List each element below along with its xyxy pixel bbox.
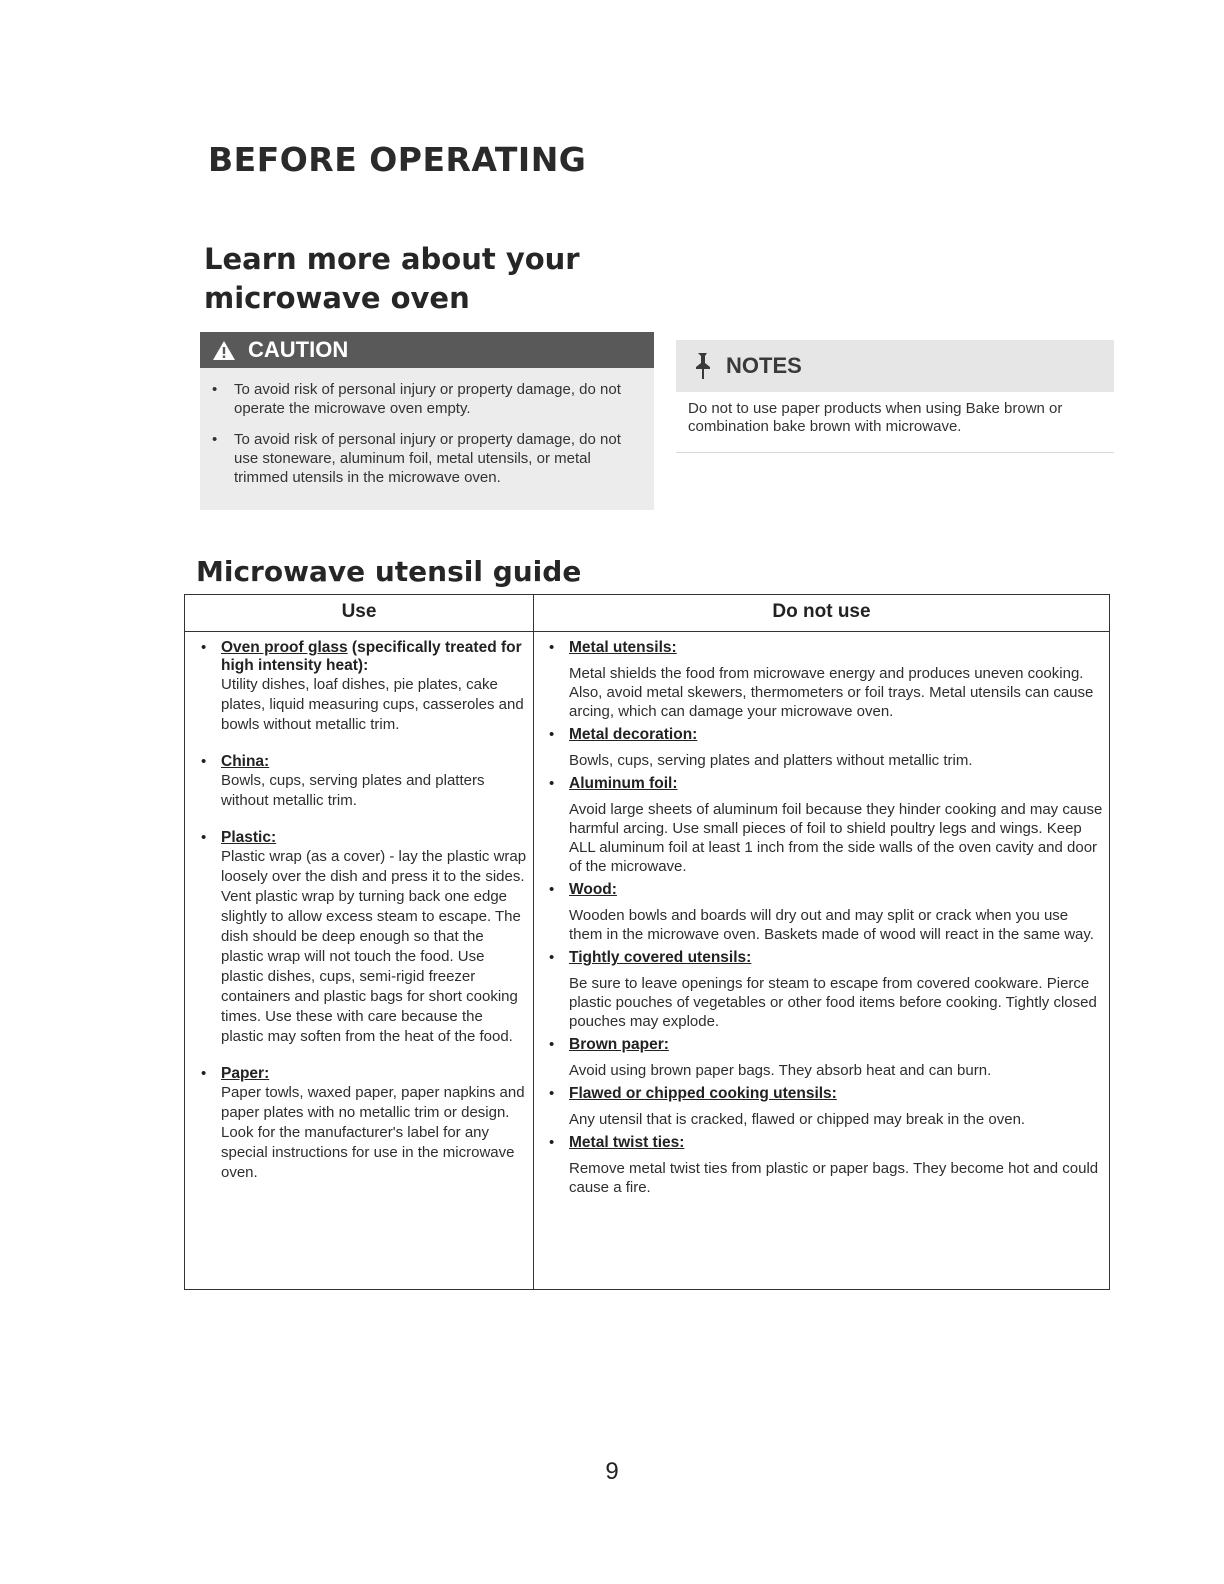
item-description: Bowls, cups, serving plates and platters without metallic trim. (569, 752, 973, 769)
donot-column (547, 639, 1103, 1202)
caution-list (200, 368, 654, 487)
caution-box (200, 332, 654, 510)
item-description: Avoid large sheets of aluminum foil because they hinder cooking and may cause harmful arcing. Use small pieces of foil to shield poultry legs and wings. Keep ALL aluminum foil at least 1 inch from the side walls of the oven cavity and door of the microwave. (569, 801, 1103, 875)
item-description: Remove metal twist ties from plastic or paper bags. They become hot and could cause a fire. (569, 1160, 1099, 1196)
item-description: Metal shields the food from microwave energy and produces uneven cooking. Also, avoid metal skewers, thermometers or foil trays. Metal utensils can cause arcing, which can damage your microwave oven. (569, 665, 1094, 720)
item-description: Bowls, cups, serving plates and platters without metallic trim. (221, 772, 485, 809)
warning-icon (212, 340, 236, 361)
item-title: Plastic: (221, 829, 277, 846)
item-title: Metal decoration: (569, 726, 698, 743)
notes-text: Do not to use paper products when using Bake brown or combination bake brown with microwave. (688, 400, 1063, 435)
donot-item-flawed-utensils (547, 1085, 1103, 1129)
item-title: Paper: (221, 1065, 270, 1082)
notes-header (676, 340, 1114, 392)
column-divider (533, 595, 534, 1289)
item-description: Utility dishes, loaf dishes, pie plates, cake plates, liquid measuring cups, casseroles and bowls without metallic trim. (221, 676, 524, 733)
use-column-header: Use (341, 601, 377, 622)
item-title-note: (specifically treated for high intensity heat): (221, 639, 522, 674)
donot-item-aluminum-foil (547, 775, 1103, 876)
donot-item-wood (547, 881, 1103, 944)
item-description: Avoid using brown paper bags. They absorb heat and can burn. (569, 1062, 992, 1079)
item-description: Plastic wrap (as a cover) - lay the plastic wrap loosely over the dish and press it to the sides. Vent plastic wrap by turning back one edge slightly to allow excess steam to escape. The dish should be deep enough so that the plastic wrap will not touch the food. Use plastic dishes, cups, semi-rigid freezer containers and plastic bags for short cooking times. Use these with care because the plastic may soften from the heat of the food. (221, 848, 527, 1045)
item-title: Wood: (569, 881, 617, 898)
donot-item-brown-paper (547, 1036, 1103, 1080)
use-item-oven-proof-glass (199, 639, 527, 735)
page-number: 9 (605, 1458, 619, 1485)
donot-column-header: Do not use (772, 601, 871, 622)
use-item-plastic (199, 829, 527, 1047)
donot-item-metal-decoration (547, 726, 1103, 770)
caution-item: • To avoid risk of personal injury or property damage, do not use stoneware, aluminum foil, metal utensils, or metal trimmed utensils in the microwave oven. (212, 430, 642, 487)
item-title: Tightly covered utensils: (569, 949, 752, 966)
donot-item-tightly-covered (547, 949, 1103, 1031)
utensil-guide-table (184, 594, 1110, 1290)
subheading: Learn more about your microwave oven (204, 242, 580, 315)
item-description: Paper towls, waxed paper, paper napkins and paper plates with no metallic trim or design. Look for the manufacturer's label for any special instructions for use in the microwave oven. (221, 1084, 525, 1181)
item-description: Wooden bowls and boards will dry out and may split or crack when you use them in the microwave oven. Baskets made of wood will react in the same way. (569, 907, 1094, 943)
caution-label: CAUTION (248, 337, 349, 362)
item-description: Any utensil that is cracked, flawed or chipped may break in the oven. (569, 1111, 1026, 1128)
item-title: China: (221, 753, 270, 770)
item-title: Metal twist ties: (569, 1134, 685, 1151)
item-title: Brown paper: (569, 1036, 669, 1053)
header-divider (185, 631, 1109, 632)
donot-item-metal-utensils (547, 639, 1103, 721)
caution-item: • To avoid risk of personal injury or property damage, do not operate the microwave oven empty. (212, 380, 642, 418)
item-title: Flawed or chipped cooking utensils: (569, 1085, 837, 1102)
item-title: Metal utensils: (569, 639, 677, 656)
donot-item-twist-ties (547, 1134, 1103, 1197)
caution-header (200, 332, 654, 368)
item-description: Be sure to leave openings for steam to escape from covered cookware. Pierce plastic pouches of vegetables or other food items before cooking. Tightly closed pouches may explode. (569, 975, 1097, 1030)
guide-title: Microwave utensil guide (196, 555, 582, 588)
use-item-china (199, 753, 527, 811)
item-title: Aluminum foil: (569, 775, 678, 792)
section-title: BEFORE OPERATING (208, 140, 587, 179)
item-title: Oven proof glass (221, 639, 348, 656)
use-item-paper (199, 1065, 527, 1183)
pushpin-icon (694, 352, 712, 380)
use-column (199, 639, 527, 1201)
notes-box (676, 340, 1114, 453)
notes-label: NOTES (726, 353, 802, 378)
